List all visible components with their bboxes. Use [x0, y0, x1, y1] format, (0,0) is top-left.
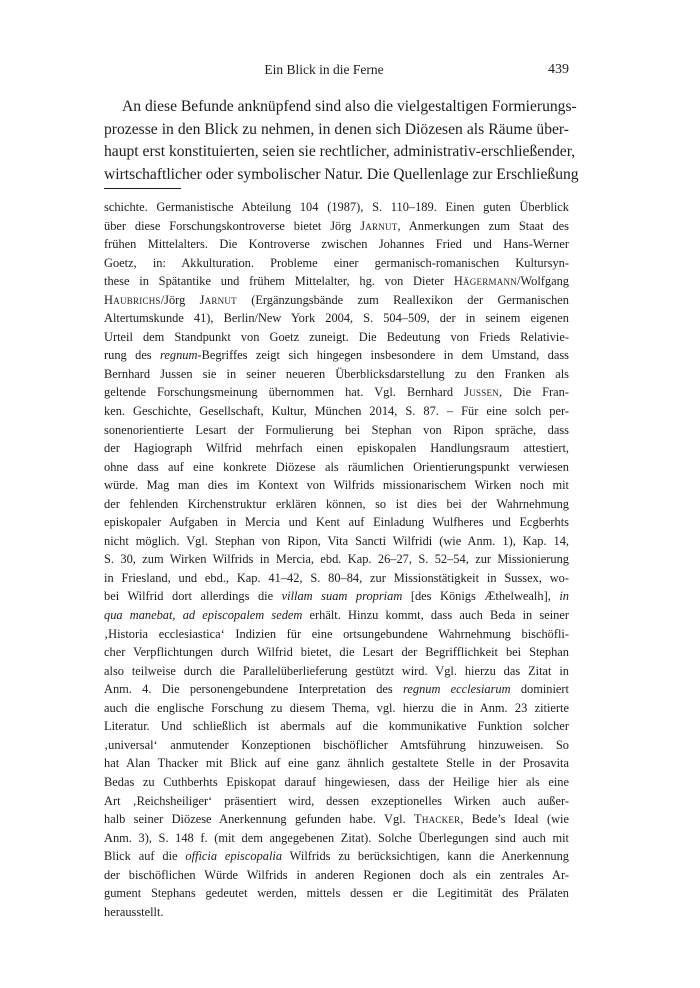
footnote-line: Bernhard Jussen sie in seiner neueren Überblicksdarstellung zu den Franken als: [104, 366, 569, 381]
footnote-line: frühen Mittelalters. Die Kontroverse zwischen Johannes Fried und Hans-Werner: [104, 237, 569, 252]
footnote-line: Haubrichs/Jörg Jarnut (Ergänzungsbände zum Reallexikon der Germanischen: [104, 292, 569, 307]
main-text-line: An diese Befunde anknüpfend sind also die vielgestaltigen Formierungs-: [122, 98, 577, 115]
footnote-line: Anm. 3), S. 148 f. (mit dem angegebenen Zitat). Solche Überlegungen sind auch mit: [104, 830, 569, 845]
footnote-line: in Friesland, und ebd., Kap. 41–42, S. 80–84, zur Missionstätigkeit in Sussex, wo-: [104, 570, 569, 585]
footnote-line: Anm. 4. Die personengebundene Interpretation des regnum ecclesiarum dominiert: [104, 682, 569, 697]
author-name: Jarnut: [199, 292, 237, 307]
footnote-line: würde. Mag man dies im Kontext von Wilfrids missionarischem Wirken noch mit: [104, 478, 569, 493]
footnote-line: herausstellt.: [104, 904, 164, 919]
footnote-line: Urteil dem Standpunkt von Goetz zuneigt. Die Bedeutung von Frieds Relativie-: [104, 329, 569, 344]
running-title: Ein Blick in die Ferne: [264, 62, 384, 77]
footnote-line: ‚universal‘ anmutender Konzeptionen bischöflicher Amtsführung hinzuweisen. So: [104, 737, 569, 752]
footnote-line: der Hagiograph Wilfrid mehrfach einen episkopalen Handlungsraum attestiert,: [104, 441, 569, 456]
footnote: [104, 198, 569, 921]
footnote-line: cher Verpflichtungen durch Wilfrid bietet, die Lesart der Begrifflichkeit bei Stephan: [104, 645, 569, 660]
author-name: Haubrichs: [104, 292, 161, 307]
author-name: Thacker: [414, 812, 461, 827]
italic-term: in: [559, 589, 569, 604]
footnote-line: rung des regnum-Begriffes zeigt sich hingegen insbesondere in dem Umstand, dass: [104, 348, 569, 363]
footnote-line: ‚Historia ecclesiastica‘ Indizien für eine ortsungebundene Wahrnehmung bischöfli-: [104, 626, 569, 641]
page-number: 439: [548, 62, 569, 77]
footnote-line: der bischöflichen Würde Wilfrids in anderen Regionen doch als ein zentrales Ar-: [104, 867, 569, 882]
footnote-line: episkopaler Aufgaben in Mercia und Kent auf Einladung Wulfheres und Ecgberhts: [104, 515, 569, 530]
author-name: Hägermann: [453, 274, 517, 289]
footnote-line: Literatur. Und schließlich ist abermals auf die kommunikative Funktion solcher: [104, 719, 569, 734]
main-text-line: haupt erst konstituierten, seien sie rechtlicher, administrativ-erschließender,: [104, 143, 576, 161]
footnote-separator: [104, 188, 181, 189]
footnote-line: Goetz, in: Akkulturation. Probleme einer germanisch-romanischen Kultursyn-: [104, 255, 569, 270]
italic-term: regnum ecclesiarum: [403, 682, 511, 697]
italic-term: officia episcopalia: [185, 849, 283, 864]
footnote-line: Blick auf die officia episcopalia Wilfrids zu berücksichtigen, kann die Anerkennung: [104, 849, 569, 864]
footnote-line: schichte. Germanistische Abteilung 104 (1987), S. 110–189. Einen guten Überblick: [104, 200, 569, 214]
footnote-line: der fehlenden Kirchenstruktur erklären können, so ist dies bei der Wahrnehmung: [104, 496, 569, 511]
footnote-line: geltende Forschungsmeinung übernommen hat. Vgl. Bernhard Jussen, Die Fran-: [104, 385, 569, 400]
footnote-line: nicht möglich. Vgl. Stephan von Ripon, Vita Sancti Wilfridi (wie Anm. 1), Kap. 14,: [104, 533, 569, 548]
main-text-line: prozesse in den Blick zu nehmen, in denen sich Diözesen als Räume über-: [104, 120, 569, 138]
italic-term: villam suam propriam: [281, 589, 403, 604]
footnote-line: sonenorientierte Lesart der Formulierung bei Stephan von Ripon spräche, dass: [104, 422, 569, 437]
main-text: [104, 96, 579, 186]
footnote-line: auch die englische Forschung zu diesem Thema, vgl. hierzu die in Anm. 23 zitierte: [104, 700, 569, 715]
italic-term: qua manebat, ad episcopalem sedem: [104, 608, 303, 623]
main-text-line: wirtschaftlicher oder symbolischer Natur. Die Quellenlage zur Erschließung: [104, 165, 579, 183]
footnote-line: halb seiner Diözese Anerkennung gefunden habe. Vgl. Thacker, Bede’s Ideal (wie: [104, 812, 569, 827]
footnote-line: über diese Forschungskontroverse bietet Jörg Jarnut, Anmerkungen zum Staat des: [104, 218, 570, 233]
italic-term: regnum: [160, 348, 198, 363]
footnote-line: Art ‚Reichsheiliger‘ präsentiert wird, dessen exzeptionelles Wirken auch außer-: [104, 793, 569, 808]
footnote-line: bei Wilfrid dort allerdings die villam suam propriam [des Königs Æthelwealh], in: [104, 589, 569, 604]
footnote-line: ken. Geschichte, Gesellschaft, Kultur, München 2014, S. 87. – Für eine solch per-: [104, 404, 569, 419]
running-header: [104, 62, 569, 80]
footnote-line: S. 30, zum Wirken Wilfrids in Mercia, ebd. Kap. 26–27, S. 52–54, zur Missionierung: [104, 552, 569, 567]
footnote-line: these in Spätantike und frühem Mittelalter, hg. von Dieter Hägermann/Wolfgang: [104, 274, 569, 289]
footnote-line: also teilweise durch die Parallelüberlieferung gestützt wird. Vgl. hierzu das Zitat in: [104, 663, 569, 678]
footnote-line: qua manebat, ad episcopalem sedem erhält. Hinzu kommt, dass auch Beda in seiner: [104, 608, 569, 623]
footnote-line: Bedas zu Cuthberhts Episkopat darauf hingewiesen, dass der Heilige hier als eine: [104, 774, 569, 789]
author-name: Jarnut: [360, 218, 398, 233]
author-name: Jussen: [464, 385, 499, 400]
footnote-line: hat Alan Thacker mit Blick auf eine ganz ähnlich gestaltete Stelle in der Prosavita: [104, 756, 569, 771]
footnote-line: Altertumskunde 41), Berlin/New York 2004, S. 504–509, der in seinem eigenen: [104, 311, 569, 326]
footnote-line: ohne dass auf eine konkrete Diözese als räumlichen Orientierungspunkt verwiesen: [104, 459, 569, 474]
footnote-line: gument Stephans gedeutet werden, mittels dessen er die Legitimität des Prälaten: [104, 886, 569, 901]
